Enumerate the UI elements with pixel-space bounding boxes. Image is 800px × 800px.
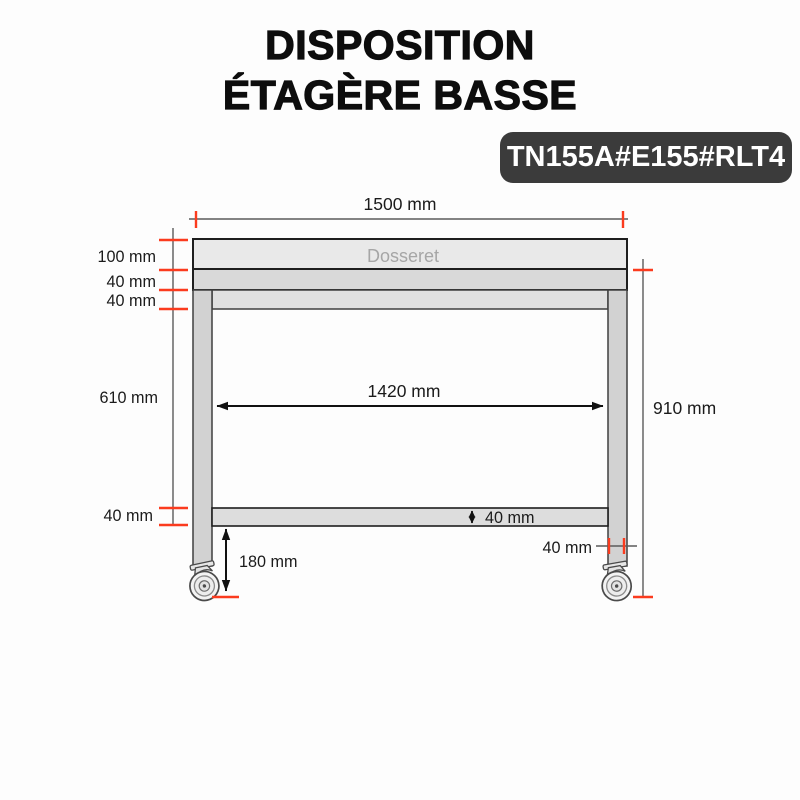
backsplash-height-label: 100 mm — [97, 248, 156, 266]
right-leg — [608, 290, 627, 566]
title-line-2: ÉTAGÈRE BASSE — [222, 72, 578, 118]
dimension-inner-width — [217, 381, 603, 406]
dimension-overall-width — [189, 194, 628, 228]
inner-width-label: 1420 mm — [367, 381, 441, 401]
ground-clearance-label: 180 mm — [239, 553, 298, 571]
overall-height-label: 910 mm — [653, 398, 717, 418]
bottom-shelf — [212, 508, 608, 526]
left-leg — [193, 290, 212, 566]
dimension-left-column — [98, 228, 188, 525]
leg-width-label: 40 mm — [542, 539, 592, 557]
dimension-ground-clearance — [212, 529, 297, 597]
leg-clear-height-label: 610 mm — [99, 389, 158, 407]
frame-rail-height-label: 40 mm — [106, 292, 156, 310]
overall-width-label: 1500 mm — [363, 194, 437, 214]
backsplash-label: Dosseret — [366, 246, 440, 266]
title-line-1: DISPOSITION — [265, 22, 535, 68]
caster-right — [598, 561, 633, 603]
table-body — [193, 239, 627, 566]
frame-rail — [212, 290, 608, 309]
shelf-thickness-inner-label: 40 mm — [485, 509, 535, 527]
caster-wheel-icon — [598, 561, 633, 603]
worktop-thickness-label: 40 mm — [106, 273, 156, 291]
worktop — [193, 269, 627, 290]
dimension-overall-height — [633, 259, 716, 597]
product-code-badge: TN155A#E155#RLT4 — [500, 132, 792, 183]
shelf-thickness-label: 40 mm — [103, 507, 153, 525]
